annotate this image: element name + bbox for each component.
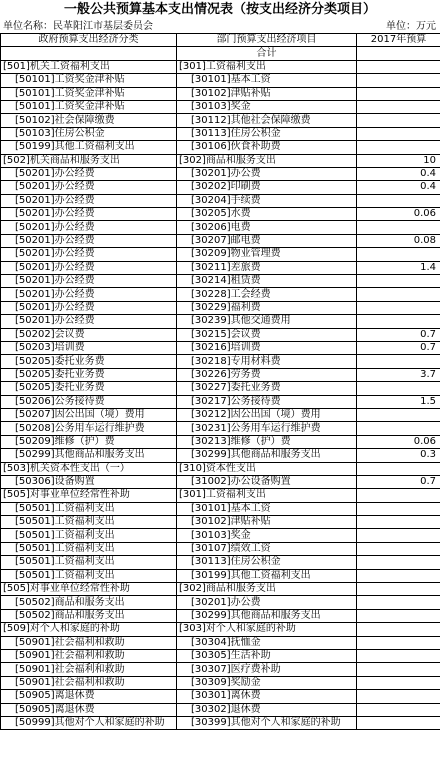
table-row: [1, 489, 440, 502]
gov-category-cell: [50203]培训费: [1, 341, 177, 354]
header-dept: 部门预算支出经济项目: [177, 34, 357, 47]
table-row: [1, 221, 440, 234]
budget-value-cell: [357, 502, 440, 515]
gov-category-cell: [50201]办公经费: [1, 301, 177, 314]
gov-category-cell: [50202]会议费: [1, 328, 177, 341]
gov-category-cell: [50299]其他商品和服务支出: [1, 449, 177, 462]
table-row: [1, 542, 440, 555]
table-row: [1, 301, 440, 314]
dept-item-cell: [30201]办公费: [177, 596, 357, 609]
table-row: [1, 341, 440, 354]
gov-category-cell: [50905]离退休费: [1, 690, 177, 703]
gov-category-cell: [50501]工资福利支出: [1, 556, 177, 569]
budget-value-cell: [357, 556, 440, 569]
budget-value-cell: 3.7: [357, 368, 440, 381]
table-body: [1, 60, 440, 730]
gov-category-cell: [50501]工资福利支出: [1, 529, 177, 542]
table-row: [1, 422, 440, 435]
budget-table: [0, 33, 440, 730]
table-row: [1, 435, 440, 448]
table-row: [1, 475, 440, 488]
gov-category-cell: [50207]因公出国（境）费用: [1, 408, 177, 421]
budget-value-cell: [357, 301, 440, 314]
dept-item-cell: [30217]公务接待费: [177, 395, 357, 408]
dept-item-cell: [30301]离休费: [177, 690, 357, 703]
gov-category-cell: [50205]委托业务费: [1, 368, 177, 381]
dept-item-cell: [30107]绩效工资: [177, 542, 357, 555]
dept-item-cell: [30309]奖励金: [177, 676, 357, 689]
table-row: [1, 609, 440, 622]
dept-item-cell: [30213]维修（护）费: [177, 435, 357, 448]
dept-item-cell: [30201]办公费: [177, 167, 357, 180]
budget-value-cell: [357, 542, 440, 555]
gov-category-cell: [50101]工资奖金津补贴: [1, 100, 177, 113]
table-row: [1, 141, 440, 154]
dept-item-cell: [30102]津贴补贴: [177, 516, 357, 529]
budget-value-cell: 0.06: [357, 208, 440, 221]
budget-value-cell: 0.06: [357, 435, 440, 448]
gov-category-cell: [50999]其他对个人和家庭的补助: [1, 716, 177, 729]
dept-item-cell: [303]对个人和家庭的补助: [177, 623, 357, 636]
gov-category-cell: [50205]委托业务费: [1, 355, 177, 368]
table-row: [1, 516, 440, 529]
budget-value-cell: [357, 663, 440, 676]
dept-item-cell: [30199]其他工资福利支出: [177, 569, 357, 582]
table-row: [1, 261, 440, 274]
budget-value-cell: 0.4: [357, 167, 440, 180]
budget-value-cell: [357, 275, 440, 288]
gov-category-cell: [50502]商品和服务支出: [1, 609, 177, 622]
table-row: [1, 703, 440, 716]
page-title: 一般公共预算基本支出情况表（按支出经济分类项目）: [63, 2, 376, 17]
budget-value-cell: [357, 408, 440, 421]
budget-value-cell: 0.3: [357, 449, 440, 462]
table-row: [1, 529, 440, 542]
budget-value-cell: [357, 114, 440, 127]
table-row: [1, 114, 440, 127]
budget-value-cell: [357, 60, 440, 73]
budget-value-cell: [357, 315, 440, 328]
dept-item-cell: [30101]基本工资: [177, 502, 357, 515]
gov-category-cell: [505]对事业单位经常性补助: [1, 583, 177, 596]
budget-value-cell: [357, 462, 440, 475]
gov-category-cell: [50102]社会保障缴费: [1, 114, 177, 127]
dept-item-cell: [30231]公务用车运行维护费: [177, 422, 357, 435]
subheader: [0, 20, 440, 33]
table-row: [1, 87, 440, 100]
gov-category-cell: [50901]社会福利和救助: [1, 676, 177, 689]
unit-name: 单位名称：民革阳江市基层委员会: [3, 21, 153, 32]
gov-category-cell: [505]对事业单位经常性补助: [1, 489, 177, 502]
gov-category-cell: [50201]办公经费: [1, 221, 177, 234]
dept-item-cell: [30103]奖金: [177, 100, 357, 113]
table-row: [1, 462, 440, 475]
total-blank: [1, 47, 177, 60]
gov-category-cell: [50201]办公经费: [1, 167, 177, 180]
table-row: [1, 275, 440, 288]
dept-item-cell: [302]商品和服务支出: [177, 583, 357, 596]
dept-item-cell: [30299]其他商品和服务支出: [177, 609, 357, 622]
budget-value-cell: [357, 127, 440, 140]
dept-item-cell: [30399]其他对个人和家庭的补助: [177, 716, 357, 729]
dept-item-cell: [30204]手续费: [177, 194, 357, 207]
dept-item-cell: [30239]其他交通费用: [177, 315, 357, 328]
dept-item-cell: [30218]专用材料费: [177, 355, 357, 368]
table-row: [1, 716, 440, 729]
table-row: [1, 181, 440, 194]
gov-category-cell: [50201]办公经费: [1, 208, 177, 221]
table-row: [1, 663, 440, 676]
table-row: [1, 328, 440, 341]
table-row: [1, 194, 440, 207]
gov-category-cell: [50201]办公经费: [1, 181, 177, 194]
gov-category-cell: [50201]办公经费: [1, 234, 177, 247]
dept-item-cell: [30302]退休费: [177, 703, 357, 716]
gov-category-cell: [50501]工资福利支出: [1, 502, 177, 515]
table-row: [1, 315, 440, 328]
table-row: [1, 596, 440, 609]
dept-item-cell: [30228]工会经费: [177, 288, 357, 301]
budget-value-cell: [357, 221, 440, 234]
budget-value-cell: [357, 703, 440, 716]
gov-category-cell: [50905]离退休费: [1, 703, 177, 716]
budget-value-cell: [357, 489, 440, 502]
dept-item-cell: [302]商品和服务支出: [177, 154, 357, 167]
budget-value-cell: [357, 248, 440, 261]
gov-category-cell: [50201]办公经费: [1, 248, 177, 261]
unit-label: 单位：万元: [386, 21, 436, 32]
dept-item-cell: [30209]物业管理费: [177, 248, 357, 261]
gov-category-cell: [50103]住房公积金: [1, 127, 177, 140]
gov-category-cell: [502]机关商品和服务支出: [1, 154, 177, 167]
dept-item-cell: [30207]邮电费: [177, 234, 357, 247]
budget-value-cell: [357, 676, 440, 689]
budget-value-cell: [357, 690, 440, 703]
budget-value-cell: [357, 716, 440, 729]
table-row: [1, 355, 440, 368]
budget-value-cell: [357, 649, 440, 662]
dept-item-cell: [30102]津贴补贴: [177, 87, 357, 100]
budget-value-cell: [357, 569, 440, 582]
table-row: [1, 556, 440, 569]
budget-value-cell: [357, 596, 440, 609]
gov-category-cell: [50501]工资福利支出: [1, 542, 177, 555]
table-row: [1, 127, 440, 140]
gov-category-cell: [50501]工资福利支出: [1, 569, 177, 582]
gov-category-cell: [501]机关工资福利支出: [1, 60, 177, 73]
table-row: [1, 74, 440, 87]
dept-item-cell: [30214]租赁费: [177, 275, 357, 288]
dept-item-cell: [30216]培训费: [177, 341, 357, 354]
dept-item-cell: [30103]奖金: [177, 529, 357, 542]
budget-value-cell: [357, 609, 440, 622]
dept-item-cell: [30112]其他社会保障缴费: [177, 114, 357, 127]
header-gov: 政府预算支出经济分类: [1, 34, 177, 47]
dept-item-cell: [30202]印刷费: [177, 181, 357, 194]
table-row: [1, 449, 440, 462]
budget-value-cell: [357, 74, 440, 87]
gov-category-cell: [50199]其他工资福利支出: [1, 141, 177, 154]
budget-value-cell: [357, 623, 440, 636]
budget-value-cell: 0.08: [357, 234, 440, 247]
budget-value-cell: [357, 529, 440, 542]
gov-category-cell: [50201]办公经费: [1, 261, 177, 274]
budget-value-cell: 1.5: [357, 395, 440, 408]
dept-item-cell: [30226]劳务费: [177, 368, 357, 381]
table-row: [1, 382, 440, 395]
dept-item-cell: [30205]水费: [177, 208, 357, 221]
dept-item-cell: [30215]会议费: [177, 328, 357, 341]
gov-category-cell: [50101]工资奖金津补贴: [1, 74, 177, 87]
table-row: [1, 408, 440, 421]
table-row: [1, 288, 440, 301]
budget-value-cell: [357, 288, 440, 301]
table-row: [1, 60, 440, 73]
gov-category-cell: [50502]商品和服务支出: [1, 596, 177, 609]
header-row: [1, 34, 440, 47]
table-row: [1, 208, 440, 221]
gov-category-cell: [50208]公务用车运行维护费: [1, 422, 177, 435]
gov-category-cell: [50201]办公经费: [1, 194, 177, 207]
gov-category-cell: [50501]工资福利支出: [1, 516, 177, 529]
gov-category-cell: [50901]社会福利和救助: [1, 636, 177, 649]
table-row: [1, 395, 440, 408]
budget-value-cell: 0.7: [357, 328, 440, 341]
budget-value-cell: 0.4: [357, 181, 440, 194]
budget-value-cell: [357, 100, 440, 113]
gov-category-cell: [50306]设备购置: [1, 475, 177, 488]
gov-category-cell: [50101]工资奖金津补贴: [1, 87, 177, 100]
total-label: 合计: [177, 47, 357, 60]
gov-category-cell: [50201]办公经费: [1, 275, 177, 288]
budget-value-cell: 10: [357, 154, 440, 167]
dept-item-cell: [30206]电费: [177, 221, 357, 234]
table-row: [1, 368, 440, 381]
dept-item-cell: [30305]生活补助: [177, 649, 357, 662]
table-row: [1, 248, 440, 261]
table-row: [1, 623, 440, 636]
dept-item-cell: [30113]住房公积金: [177, 556, 357, 569]
gov-category-cell: [50206]公务接待费: [1, 395, 177, 408]
table-row: [1, 636, 440, 649]
budget-value-cell: [357, 583, 440, 596]
dept-item-cell: [310]资本性支出: [177, 462, 357, 475]
dept-item-cell: [30212]因公出国（境）费用: [177, 408, 357, 421]
header-year: 2017年预算: [357, 34, 440, 47]
dept-item-cell: [30101]基本工资: [177, 74, 357, 87]
gov-category-cell: [50205]委托业务费: [1, 382, 177, 395]
budget-value-cell: [357, 516, 440, 529]
gov-category-cell: [50901]社会福利和救助: [1, 649, 177, 662]
dept-item-cell: [30304]抚恤金: [177, 636, 357, 649]
budget-value-cell: 0.7: [357, 341, 440, 354]
table-row: [1, 676, 440, 689]
gov-category-cell: [50201]办公经费: [1, 315, 177, 328]
budget-value-cell: 0.7: [357, 475, 440, 488]
budget-value-cell: [357, 355, 440, 368]
table-row: [1, 690, 440, 703]
table-row: [1, 234, 440, 247]
budget-value-cell: [357, 194, 440, 207]
budget-value-cell: 1.4: [357, 261, 440, 274]
dept-item-cell: [30106]伙食补助费: [177, 141, 357, 154]
dept-item-cell: [30211]差旅费: [177, 261, 357, 274]
total-row: [1, 47, 440, 60]
budget-value-cell: [357, 382, 440, 395]
gov-category-cell: [503]机关资本性支出（一）: [1, 462, 177, 475]
dept-item-cell: [30227]委托业务费: [177, 382, 357, 395]
gov-category-cell: [50901]社会福利和救助: [1, 663, 177, 676]
table-row: [1, 154, 440, 167]
table-row: [1, 502, 440, 515]
table-row: [1, 167, 440, 180]
dept-item-cell: [301]工资福利支出: [177, 489, 357, 502]
table-row: [1, 569, 440, 582]
gov-category-cell: [50201]办公经费: [1, 288, 177, 301]
budget-value-cell: [357, 87, 440, 100]
budget-value-cell: [357, 422, 440, 435]
gov-category-cell: [50209]维修（护）费: [1, 435, 177, 448]
dept-item-cell: [30229]福利费: [177, 301, 357, 314]
table-row: [1, 100, 440, 113]
total-value: [357, 47, 440, 60]
dept-item-cell: [301]工资福利支出: [177, 60, 357, 73]
dept-item-cell: [30299]其他商品和服务支出: [177, 449, 357, 462]
table-row: [1, 649, 440, 662]
budget-value-cell: [357, 636, 440, 649]
gov-category-cell: [509]对个人和家庭的补助: [1, 623, 177, 636]
dept-item-cell: [30307]医疗费补助: [177, 663, 357, 676]
table-row: [1, 583, 440, 596]
budget-value-cell: [357, 141, 440, 154]
dept-item-cell: [31002]办公设备购置: [177, 475, 357, 488]
dept-item-cell: [30113]住房公积金: [177, 127, 357, 140]
